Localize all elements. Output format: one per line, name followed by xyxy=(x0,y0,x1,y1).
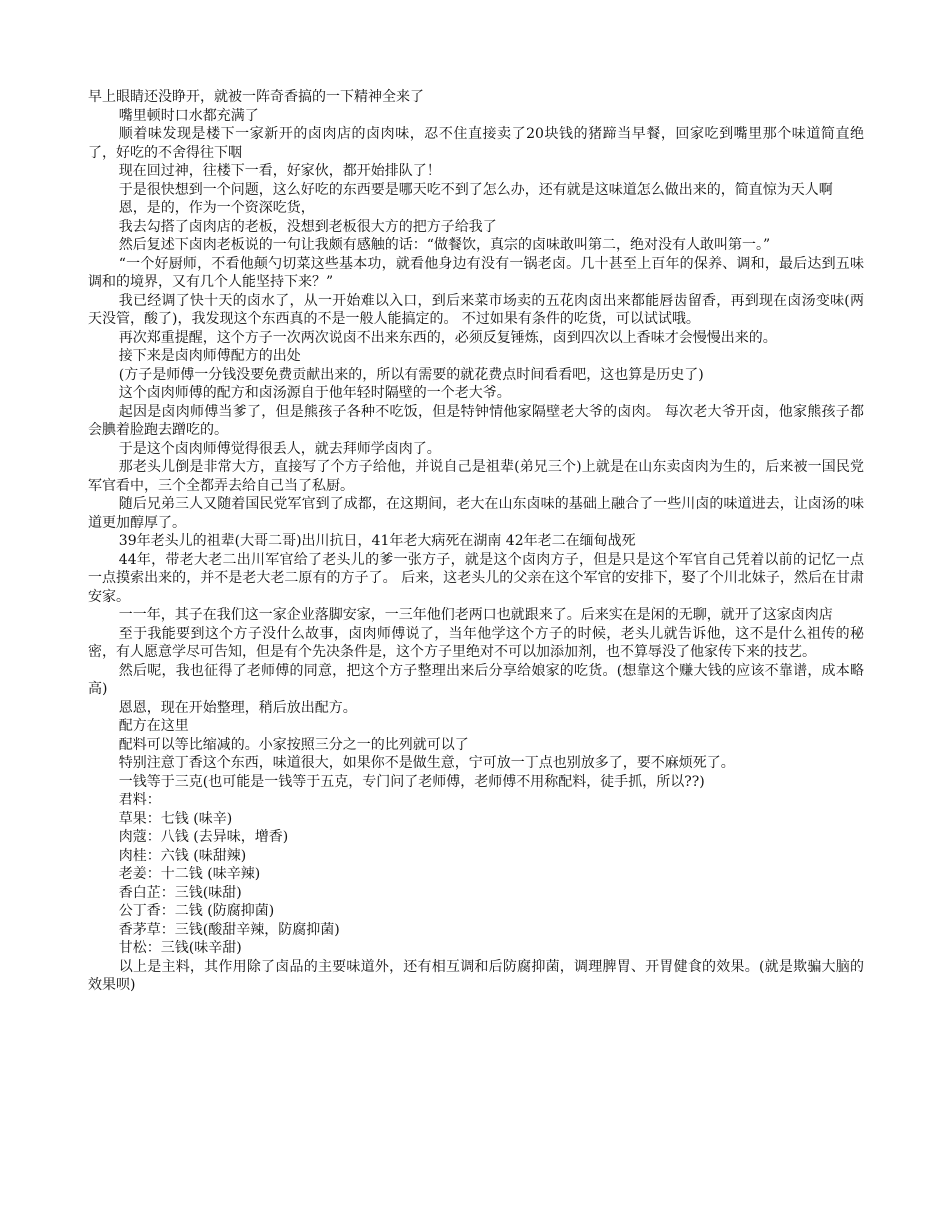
ingredient-item: 甘松：三钱(味辛甜) xyxy=(118,940,242,956)
paragraph-24: 恩恩，现在开始整理，稍后放出配方。 xyxy=(118,699,357,716)
paragraph-9: “一个好厨师，不看他颠勺切菜这些基本功，就看他身边有没有一锅老卤。几十甚至上百年的保养、调和，最后达到五味调和的境界，又有几个人能坚持下来？” xyxy=(88,255,864,290)
paragraph-11: 再次郑重提醒，这个方子一次两次说卤不出来东西的，必须反复锤炼，卤到四次以上香味才会慢慢出来的。 xyxy=(118,329,777,346)
paragraph-18: 随后兄弟三人又随着国民党军官到了成都，在这期间，老大在山东卤味的基础上融合了一些川卤的味道进去，让卤汤的味道更加醇厚了。 xyxy=(88,496,864,531)
paragraph-6: 恩，是的，作为一个资深吃货， xyxy=(118,200,315,216)
paragraph-14: 这个卤肉师傅的配方和卤汤源自于他年轻时隔壁的一个老大爷。 xyxy=(118,385,511,401)
paragraph-20: 44年，带老大老二出川军官给了老头儿的爹一张方子，就是这个卤肉方子，但是只是这个军官自己凭着以前的记忆一点一点摸索出来的，并不是老大老二原有的方子了。 后来，这老头儿的父亲在这个军官的安排下，娶了个川北妹子，然后在甘肃安家。 xyxy=(88,551,864,605)
paragraph-4: 现在回过神，往楼下一看，好家伙，都开始排队了！ xyxy=(118,163,441,179)
paragraph-15: 起因是卤肉师傅当爹了，但是熊孩子各种不吃饭，但是特钟情他家隔壁老大爷的卤肉。 每次老大爷开卤，他家熊孩子都会腆着脸跑去蹭吃的。 xyxy=(88,403,864,438)
paragraph-23: 然后呢，我也征得了老师傅的同意，把这个方子整理出来后分享给娘家的吃货。(想靠这个赚大钱的应该不靠谱，成本略高) xyxy=(88,662,864,697)
paragraph-3: 顺着味发现是楼下一家新开的卤肉店的卤肉味，忍不住直接卖了20块钱的猪蹄当早餐，回家吃到嘴里那个味道简直绝了，好吃的不舍得往下咽 xyxy=(88,126,864,161)
paragraph-28: 一钱等于三克(也可能是一钱等于五克，专门问了老师傅，老师傅不用称配料，徒手抓，所以??) xyxy=(118,773,705,790)
ingredient-item: 肉桂：六钱 (味甜辣) xyxy=(118,847,247,864)
paragraph-8: 然后复述下卤肉老板说的一句让我颇有感触的话：“做餐饮，真宗的卤味敢叫第二，绝对没有人敢叫第一。” xyxy=(118,237,771,253)
paragraph-27: 特别注意丁香这个东西，味道很大，如果你不是做生意，宁可放一丁点也别放多了，要不麻烦死了。 xyxy=(118,755,735,771)
paragraph-17: 那老头儿倒是非常大方，直接写了个方子给他，并说自己是祖辈(弟兄三个)上就是在山东卖卤肉为生的，后来被一国民党军官看中，三个全都弄去给自己当了私厨。 xyxy=(88,459,864,494)
ingredient-item: 香白芷：三钱(味甜) xyxy=(118,884,242,901)
paragraph-5: 于是很快想到一个问题，这么好吃的东西要是哪天吃不到了怎么办，还有就是这味道怎么做出来的，简直惊为天人啊 xyxy=(118,181,833,198)
ingredient-item: 公丁香：二钱 (防腐抑菌) xyxy=(118,903,275,919)
paragraph-26: 配料可以等比缩减的。小家按照三分之一的比列就可以了 xyxy=(118,736,469,753)
paragraph-25: 配方在这里 xyxy=(118,718,189,734)
ingredient-item: 老姜：十二钱 (味辛辣) xyxy=(118,866,261,882)
paragraph-13: (方子是师傅一分钱没要免费贡献出来的，所以有需要的就花费点时间看看吧，这也算是历史了) xyxy=(118,366,704,383)
ingredient-item: 香茅草：三钱(酸甜辛辣，防腐抑菌) xyxy=(118,921,340,938)
paragraph-12: 接下来是卤肉师傅配方的出处 xyxy=(118,348,301,364)
paragraph-10: 我已经调了快十天的卤水了，从一开始难以入口，到后来菜市场卖的五花肉卤出来都能唇齿留香，再到现在卤汤变味(两天没管，酸了)，我发现这个东西真的不是一般人能搞定的。 不过如果有条件的吃货，可以试试哦。 xyxy=(88,292,864,327)
ingredient-item: 草果：七钱 (味辛) xyxy=(118,810,233,827)
paragraph-2: 嘴里顿时口水都充满了 xyxy=(118,107,259,124)
paragraph-19: 39年老头儿的祖辈(大哥二哥)出川抗日，41年老大病死在湖南 42年老二在缅甸战死 xyxy=(118,533,636,549)
paragraph-29: 君料： xyxy=(118,792,161,808)
paragraph-7: 我去勾搭了卤肉店的老板，没想到老板很大方的把方子给我了 xyxy=(118,218,497,235)
paragraph-21: 一一年，其子在我们这一家企业落脚安家，一三年他们老两口也就跟来了。后来实在是闲的无聊，就开了这家卤肉店 xyxy=(118,607,833,623)
paragraph-1: 早上眼睛还没睁开，就被一阵奇香搞的一下精神全来了 xyxy=(88,89,424,105)
paragraph-final: 以上是主料，其作用除了卤品的主要味道外，还有相互调和后防腐抑菌，调理脾胃、开胃健食的效果。(就是欺骗大脑的效果呗) xyxy=(88,958,864,993)
paragraph-22: 至于我能要到这个方子没什么故事，卤肉师傅说了，当年他学这个方子的时候，老头儿就告诉他，这不是什么祖传的秘密，有人愿意学尽可告知，但是有个先决条件是，这个方子里绝对不可以加添加剂，也不算辱没了他家传下来的技艺。 xyxy=(88,625,864,660)
document-body xyxy=(88,88,864,995)
paragraph-16: 于是这个卤肉师傅觉得很丢人，就去拜师学卤肉了。 xyxy=(118,440,441,457)
ingredient-item: 肉蔻：八钱 (去异味，增香) xyxy=(118,829,289,845)
